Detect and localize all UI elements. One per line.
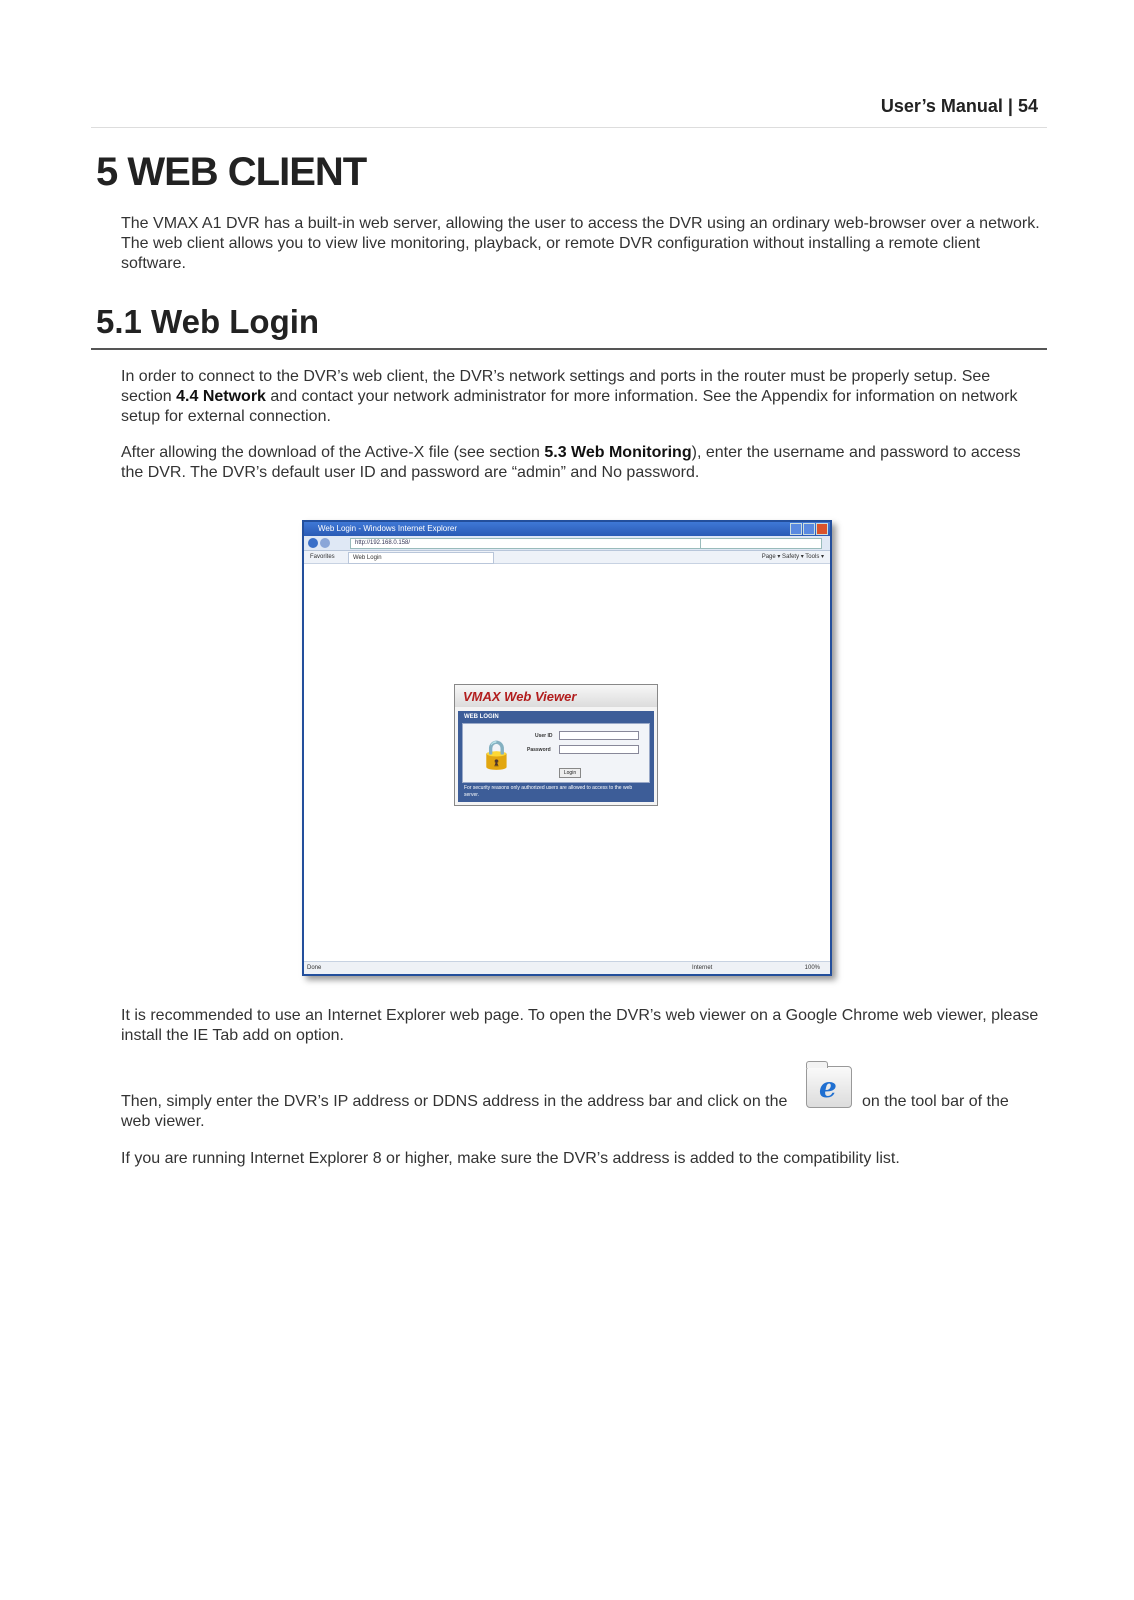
vmax-logo: VMAX Web Viewer	[463, 689, 577, 704]
ie-address-field: http://192.168.0.158/	[350, 538, 706, 549]
user-id-field	[559, 731, 639, 740]
window-buttons	[790, 523, 828, 535]
ie-content-area	[304, 564, 830, 962]
ie-logo-icon: e	[819, 1071, 837, 1104]
ie-status-bar	[304, 961, 830, 974]
paragraph-ie-tab-a: Then, simply enter the DVR’s IP address or DDNS address in the address bar and click on the	[121, 1093, 788, 1110]
ie-tab-folder-tab	[806, 1061, 828, 1068]
paragraph-network-text-a: In order to connect to the DVR’s web client, the DVR’s network settings and ports in the router must be properly setup. See section	[121, 368, 991, 405]
paragraph-compatibility: If you are running Internet Explorer 8 or higher, make sure the DVR’s address is added to the compatibility list.	[121, 1150, 900, 1167]
section-title: 5.1 Web Login	[96, 303, 320, 340]
ie-tab-icon	[806, 1066, 852, 1108]
ie-address-bar	[304, 536, 830, 551]
login-button: Login	[559, 768, 581, 778]
section-divider	[91, 348, 1047, 350]
ie-title-bar	[304, 522, 830, 536]
login-panel-body	[458, 711, 654, 802]
status-zoom: 100%	[804, 965, 820, 971]
paragraph-activex-text-c: ), enter the username and password to access the DVR. The DVR’s default user ID and password are “admin” and No password.	[121, 444, 1021, 481]
password-label: Password	[527, 747, 551, 753]
login-panel-title: WEB LOGIN	[464, 714, 499, 720]
ie-tab-web-login: Web Login	[348, 552, 494, 564]
login-panel-header	[455, 685, 657, 707]
security-note: For security reasons only authorized users are allowed to access to the web server.	[464, 785, 633, 798]
paragraph-network-text-c: and contact your network administrator for more information. See the Appendix for information on network setup for external connection.	[121, 388, 1018, 425]
minimize-icon	[790, 523, 802, 535]
ie-favorites-bar	[304, 551, 830, 564]
forward-icon	[320, 538, 330, 548]
ie-window-title: Web Login - Windows Internet Explorer	[318, 524, 458, 533]
ie-search-box	[700, 538, 822, 549]
paragraph-chrome: It is recommended to use an Internet Explorer web page. To open the DVR’s web viewer on a Google Chrome web viewer, please install the IE Tab add on option.	[121, 1007, 1039, 1044]
paragraph-ie-tab-b-line1: on the tool bar of the	[862, 1093, 1009, 1110]
status-zone: Internet	[692, 965, 713, 971]
web-monitoring-ref: 5.3 Web Monitoring	[544, 444, 692, 461]
user-id-label: User ID	[535, 733, 553, 739]
ie-login-screenshot	[302, 520, 832, 976]
ie-toolbar-menus: Page ▾ Safety ▾ Tools ▾	[761, 554, 824, 560]
page-header: User’s Manual | 54	[880, 96, 1038, 116]
login-form	[462, 723, 650, 783]
favorites-label: Favorites	[310, 554, 335, 560]
paragraph-activex-text-a: After allowing the download of the Active-X file (see section	[121, 444, 545, 461]
network-section-ref: 4.4 Network	[176, 388, 266, 405]
chapter-title: 5 WEB CLIENT	[96, 150, 367, 194]
web-viewer-login-panel	[454, 684, 658, 806]
paragraph-network	[121, 367, 1041, 427]
header-divider	[91, 127, 1047, 128]
maximize-icon	[803, 523, 815, 535]
back-icon	[308, 538, 318, 548]
lock-icon: 🔒	[479, 739, 514, 770]
paragraph-activex	[121, 443, 1041, 483]
paragraph-ie-tab-b-line2: web viewer.	[121, 1113, 205, 1130]
close-icon	[816, 523, 828, 535]
intro-paragraph: The VMAX A1 DVR has a built-in web server, allowing the user to access the DVR using an ordinary web-browser over a network. The web client allows you to view live monitoring, playback, or remote DVR configuration without installing a remote client software.	[121, 215, 1040, 272]
status-done: Done	[307, 965, 322, 971]
password-field	[559, 745, 639, 754]
